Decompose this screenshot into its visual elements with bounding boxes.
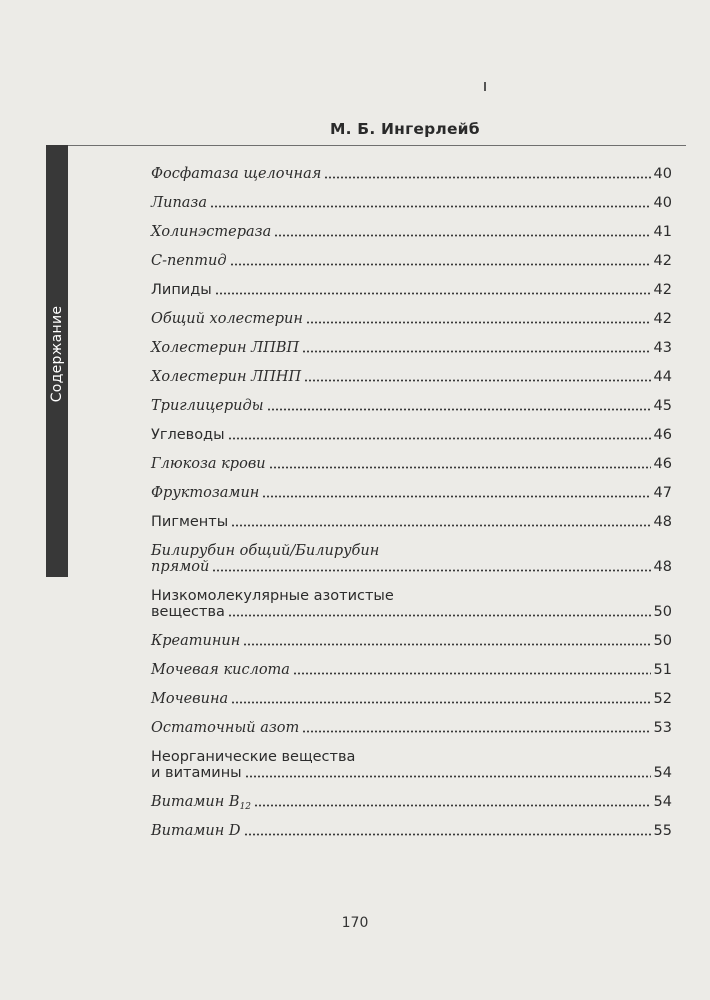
toc-entry-page: 54 [653,794,672,810]
toc-entry-title: Липаза [151,195,207,211]
toc-entry[interactable] [151,543,672,575]
header-rule [46,145,686,146]
toc-entry-title-line2: и витамины [151,765,242,781]
toc-entry-page: 54 [653,765,672,781]
dot-leader [231,524,650,527]
dot-leader [254,804,651,807]
dot-leader [245,775,651,778]
toc-entry[interactable] [151,794,672,810]
toc-entry[interactable] [151,369,672,385]
dot-leader [274,234,650,237]
dot-leader [306,321,651,324]
toc-entry-title: Холинэстераза [151,224,272,240]
toc-entry-page: 42 [653,253,672,269]
toc-entry[interactable] [151,224,672,240]
toc-entry-page: 53 [653,720,672,736]
dot-leader [228,437,651,440]
toc-entry-page: 44 [653,369,672,385]
dot-leader [293,672,651,675]
toc-entry-title: Липиды [151,282,212,298]
toc-entry-title: Углеводы [151,427,225,443]
toc-entry-title: Холестерин ЛПВП [151,340,300,356]
dot-leader [215,292,651,295]
toc-entry-title: Креатинин [151,633,241,649]
toc-entry-title-text: Витамин B [151,794,240,810]
dot-leader [267,408,651,411]
toc-entry-page: 42 [653,282,672,298]
toc-entry-page: 47 [653,485,672,501]
dot-leader [230,263,651,266]
print-speck [484,82,486,91]
toc-entry[interactable] [151,823,672,839]
dot-leader [231,701,650,704]
toc-entry-page: 43 [653,340,672,356]
toc-entry-title: Мочевина [151,691,229,707]
toc-entry[interactable] [151,398,672,414]
toc-entry-page: 50 [653,633,672,649]
dot-leader [210,205,651,208]
toc-entry-page: 48 [653,559,672,575]
toc-entry[interactable] [151,749,672,781]
toc-entry-page: 51 [653,662,672,678]
toc-entry[interactable] [151,427,672,443]
toc-entry-title: Остаточный азот [151,720,300,736]
dot-leader [228,614,651,617]
toc-entry[interactable] [151,195,672,211]
toc-entry-title: Фосфатаза щелочная [151,166,322,182]
toc-entry-page: 48 [653,514,672,530]
toc-entry-title-line1: Низкомолекулярные азотистые [151,588,394,604]
toc-entry-page: 40 [653,195,672,211]
toc-entry-page: 50 [653,604,672,620]
section-tab-label: Содержание [49,305,65,403]
dot-leader [244,833,651,836]
toc-entry[interactable] [151,166,672,182]
toc-entry[interactable] [151,514,672,530]
toc-entry[interactable] [151,633,672,649]
toc-entry-page: 46 [653,456,672,472]
toc-entry-page: 42 [653,311,672,327]
toc-entry[interactable] [151,662,672,678]
toc-entry-page: 55 [653,823,672,839]
dot-leader [262,495,650,498]
toc-entry[interactable] [151,588,672,620]
dot-leader [302,730,650,733]
toc-entry-title-line1: Билирубин общий/Билирубин [151,543,380,559]
toc-entry-title: Пигменты [151,514,229,530]
toc-entry-page: 40 [653,166,672,182]
toc-entry[interactable] [151,720,672,736]
dot-leader [304,379,650,382]
toc-entry-title-line2: прямой [151,559,210,575]
toc-entry-page: 46 [653,427,672,443]
toc-entry-title-subscript: 12 [239,802,252,812]
toc-entry-title-line2: вещества [151,604,225,620]
toc-entry[interactable] [151,485,672,501]
running-header-author: М. Б. Ингерлейб [330,120,480,138]
toc-entry[interactable] [151,340,672,356]
toc-entry-title: Витамин D [151,823,241,839]
toc-entry-title: Мочевая кислота [151,662,290,678]
toc-entry-title: Фруктозамин [151,485,260,501]
toc-entry-title: Общий холестерин [151,311,303,327]
dot-leader [302,350,650,353]
page-number: 170 [341,915,369,931]
toc-entry-title-line1: Неорганические вещества [151,749,356,765]
table-of-contents [151,166,672,852]
toc-entry[interactable] [151,282,672,298]
dot-leader [212,569,650,572]
toc-entry-title: Холестерин ЛПНП [151,369,302,385]
toc-entry-title [151,794,251,815]
toc-entry[interactable] [151,253,672,269]
toc-entry-title: С-пептид [151,253,227,269]
toc-entry-page: 41 [653,224,672,240]
toc-entry-page: 52 [653,691,672,707]
toc-entry[interactable] [151,456,672,472]
toc-entry-title: Триглицериды [151,398,264,414]
dot-leader [243,643,650,646]
dot-leader [324,176,650,179]
toc-entry-page: 45 [653,398,672,414]
toc-entry[interactable] [151,311,672,327]
toc-entry-title: Глюкоза крови [151,456,266,472]
toc-entry[interactable] [151,691,672,707]
dot-leader [269,466,651,469]
